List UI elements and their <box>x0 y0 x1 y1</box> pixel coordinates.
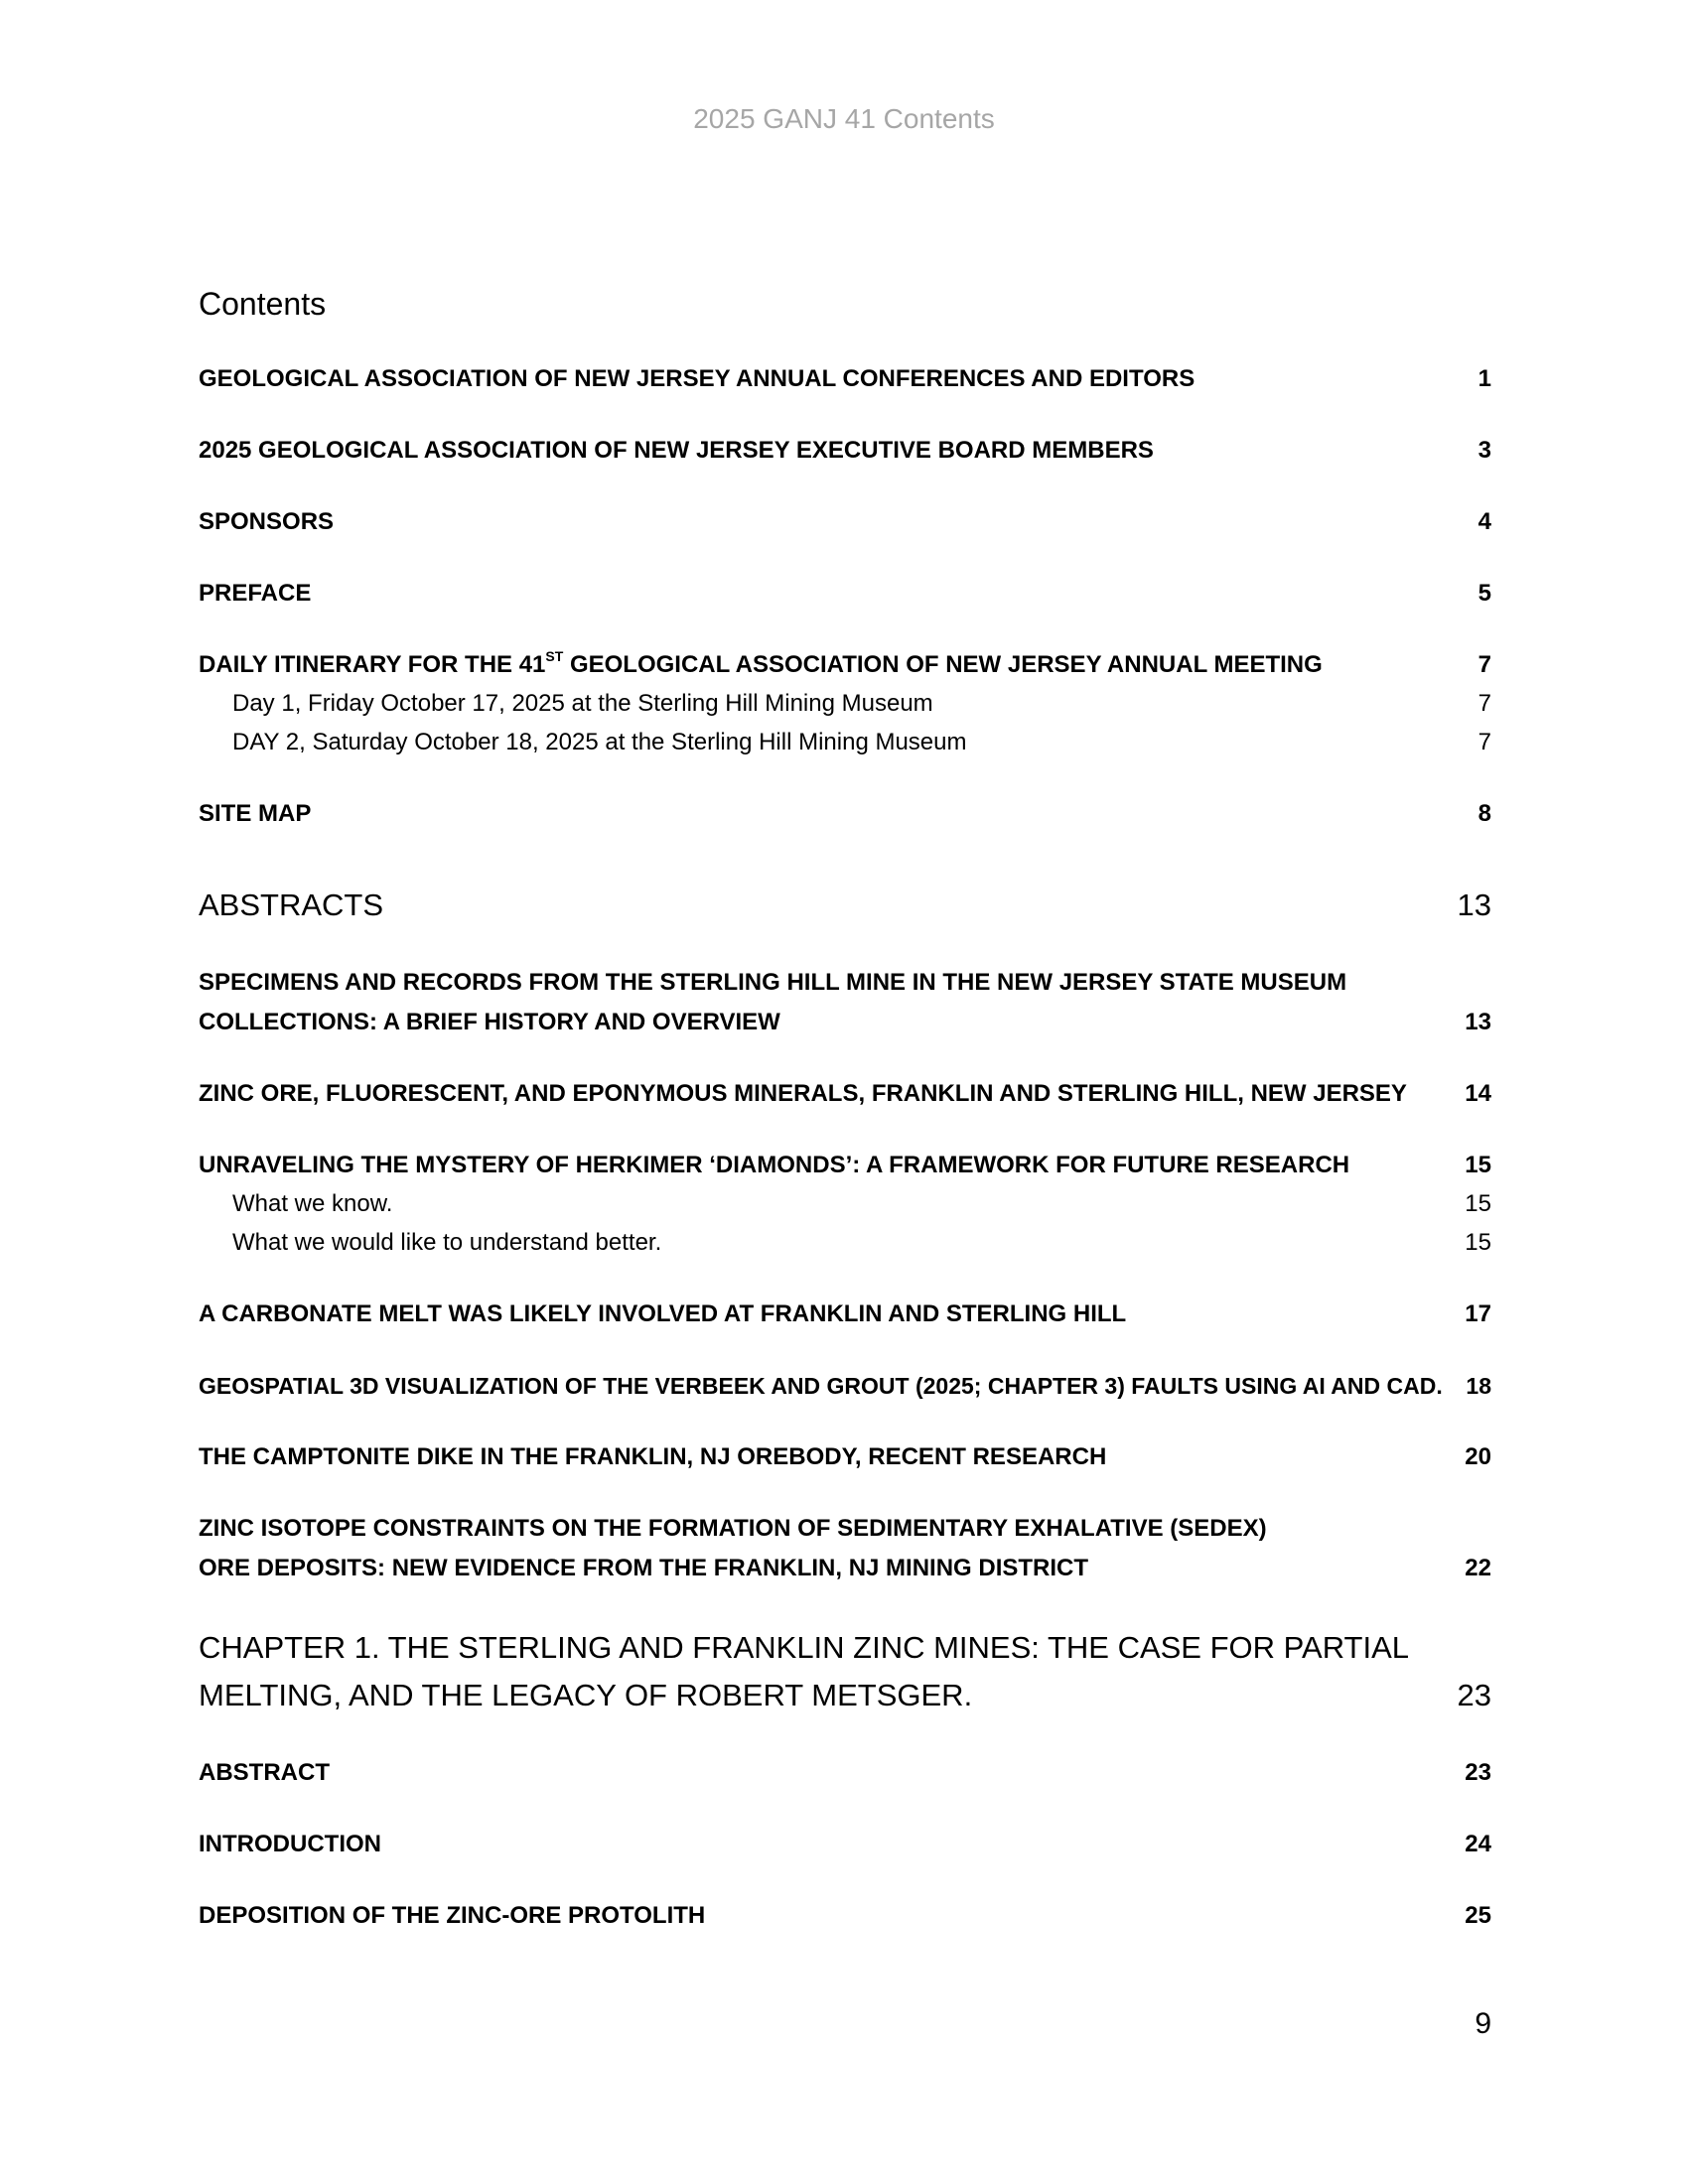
toc-entry[interactable] <box>199 1896 1491 1936</box>
toc-entry[interactable] <box>199 359 1491 399</box>
toc-entry-title: A CARBONATE MELT WAS LIKELY INVOLVED AT FRANKLIN AND STERLING HILL <box>199 1300 1127 1327</box>
toc-entry-title: SPECIMENS AND RECORDS FROM THE STERLING HILL MINE IN THE NEW JERSEY STATE MUSEUM COLLECTIONS: A BRIEF HISTORY AND OVERVIEW <box>199 969 1347 1035</box>
toc-entry-page: 3 <box>1477 437 1491 464</box>
toc-entry-page: 4 <box>1477 508 1491 535</box>
toc-entry-page: 7 <box>1477 729 1491 755</box>
toc-subentry[interactable] <box>199 684 1491 724</box>
toc-entry-title: DAY 2, Saturday October 18, 2025 at the Sterling Hill Mining Museum <box>232 729 967 755</box>
toc-entry-page: 8 <box>1477 800 1491 827</box>
toc-entry-title: Day 1, Friday October 17, 2025 at the Sterling Hill Mining Museum <box>232 690 933 717</box>
toc-entry-page: 17 <box>1465 1300 1491 1327</box>
toc-entry-title: GEOSPATIAL 3D VISUALIZATION OF THE VERBEEK AND GROUT (2025; CHAPTER 3) FAULTS USING AI AND CAD. <box>199 1373 1443 1399</box>
page-number: 9 <box>1475 2007 1491 2040</box>
toc-entry-page: 15 <box>1465 1190 1491 1217</box>
toc-entry-page: 13 <box>1465 1009 1491 1035</box>
toc-entry-title: What we would like to understand better. <box>232 1229 662 1256</box>
toc-chapter[interactable] <box>199 1624 1491 1719</box>
toc-entry-page: 13 <box>1457 887 1491 922</box>
toc-entry[interactable] <box>199 1366 1491 1406</box>
toc-entry-title: What we know. <box>232 1190 393 1217</box>
toc-entry-page: 23 <box>1465 1759 1491 1786</box>
toc-entry-title: PREFACE <box>199 580 312 607</box>
toc-entry[interactable] <box>199 645 1491 685</box>
toc-subentry[interactable] <box>199 723 1491 762</box>
toc-entry-title: INTRODUCTION <box>199 1831 381 1857</box>
toc-entry-title: ABSTRACT <box>199 1759 330 1786</box>
toc-entry-title: ZINC ORE, FLUORESCENT, AND EPONYMOUS MINERALS, FRANKLIN AND STERLING HILL, NEW JERSEY <box>199 1080 1407 1107</box>
toc-entry-title: GEOLOGICAL ASSOCIATION OF NEW JERSEY ANNUAL CONFERENCES AND EDITORS <box>199 365 1196 392</box>
toc-entry-page: 24 <box>1465 1831 1491 1857</box>
toc-entry-title: SITE MAP <box>199 800 312 827</box>
toc-entry[interactable] <box>199 431 1491 471</box>
toc-entry[interactable] <box>199 794 1491 834</box>
toc-entry-title: ZINC ISOTOPE CONSTRAINTS ON THE FORMATION OF SEDIMENTARY EXHALATIVE (SEDEX) ORE DEPOSITS: NEW EVIDENCE FROM THE FRANKLIN, NJ MINING DISTRICT <box>199 1515 1267 1581</box>
toc-entry[interactable] <box>199 1295 1491 1334</box>
toc-entry-page: 18 <box>1466 1373 1491 1399</box>
toc-subentry[interactable] <box>199 1184 1491 1224</box>
toc-entry[interactable] <box>199 502 1491 542</box>
toc-section-title: ABSTRACTS <box>199 887 384 922</box>
toc-entry-page: 7 <box>1477 651 1491 678</box>
toc-entry-title: DAILY ITINERARY FOR THE 41ST GEOLOGICAL ASSOCIATION OF NEW JERSEY ANNUAL MEETING <box>199 648 1323 678</box>
toc-entry-page: 14 <box>1465 1080 1491 1107</box>
toc-title: Contents <box>199 286 327 322</box>
toc-entry-page: 15 <box>1465 1229 1491 1256</box>
running-header: 2025 GANJ 41 Contents <box>693 103 995 134</box>
toc-entry-page: 7 <box>1477 690 1491 717</box>
toc-entry[interactable] <box>199 1753 1491 1793</box>
toc-entry-page: 15 <box>1465 1152 1491 1178</box>
toc-entry-title: SPONSORS <box>199 508 335 535</box>
toc-entry-page: 22 <box>1465 1555 1491 1581</box>
toc-entry-page: 20 <box>1465 1443 1491 1470</box>
toc-entry[interactable] <box>199 1074 1491 1114</box>
toc-entry[interactable] <box>199 963 1491 1042</box>
toc-entry[interactable] <box>199 1146 1491 1185</box>
toc-entry-page: 23 <box>1457 1678 1491 1712</box>
toc-entry[interactable] <box>199 1437 1491 1477</box>
toc-entry[interactable] <box>199 1509 1491 1588</box>
superscript-ordinal: ST <box>545 648 564 664</box>
toc-entry-title: THE CAMPTONITE DIKE IN THE FRANKLIN, NJ OREBODY, RECENT RESEARCH <box>199 1443 1107 1470</box>
toc-entry[interactable] <box>199 574 1491 614</box>
toc-chapter-title: CHAPTER 1. THE STERLING AND FRANKLIN ZINC MINES: THE CASE FOR PARTIAL MELTING, AND THE LEGACY OF ROBERT METSGER. <box>199 1630 1409 1712</box>
toc-entry-title: DEPOSITION OF THE ZINC-ORE PROTOLITH <box>199 1902 706 1929</box>
toc-subentry[interactable] <box>199 1223 1491 1263</box>
toc-entry-page: 25 <box>1465 1902 1491 1929</box>
toc-entry-title: UNRAVELING THE MYSTERY OF HERKIMER ‘DIAMONDS’: A FRAMEWORK FOR FUTURE RESEARCH <box>199 1152 1350 1178</box>
toc-entry-page: 1 <box>1477 365 1491 392</box>
toc-section[interactable] <box>199 882 1491 929</box>
toc-entry-title: 2025 GEOLOGICAL ASSOCIATION OF NEW JERSEY EXECUTIVE BOARD MEMBERS <box>199 437 1154 464</box>
toc-entry[interactable] <box>199 1825 1491 1864</box>
toc-entry-page: 5 <box>1477 580 1491 607</box>
